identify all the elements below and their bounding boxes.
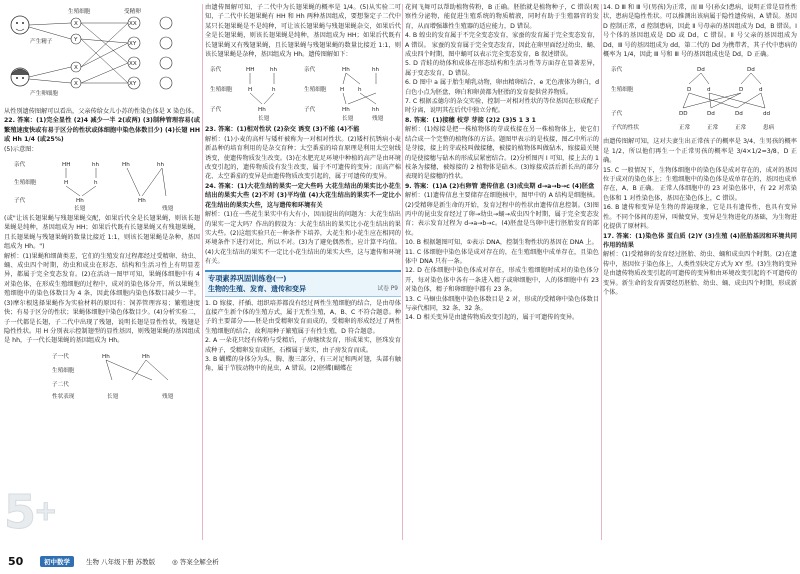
logo-5-plus-icon (2, 480, 72, 540)
svg-text:5: 5 (4, 485, 37, 539)
genotype: hh (157, 162, 165, 169)
answer-14-analysis: 14. D Ⅲ 和 Ⅲ 号(男孩)为正常，而 Ⅲ 号(孙女)患病，说明正常是显性性状，患病是隐性性状。可以推测出该病属于隐性遗传病，A 错误。基因 D 控制正常，d 控制患病，因此 Ⅱ 号母亲的基因组成为 Dd，B 错误。Ⅰ 号个体的基因组成是 DD 或 Dd，C 错误。Ⅱ 号父亲的基因组成为 Dd，Ⅲ 号的基因组成为 dd，第二代的 Dd 为携带者，其子代中患病的概率为 1/4，因此 Ⅲ 号和 Ⅲ 号的基因组成也是 Dd，D 正确。 (603, 4, 797, 59)
phenotype: 残翅 (162, 206, 174, 213)
genotype: Hh (142, 353, 150, 360)
column-divider (202, 4, 203, 540)
answer-4: 4. B 蝗虫的发育属于不完全变态发育，家蚕的发育属于完全变态发育，A 错误。 家蚕的发育属于完全变态发育，因此在卵里面经过幼虫、蛹、成虫四个时期，图中蛹可以表示完全变态发育，B 叙述错误。 (405, 32, 599, 59)
cross-diagram-1 (12, 156, 192, 212)
section-subtitle: 生物的生殖、发育、遗传和变异 (208, 284, 306, 293)
pedigree-cross-diagram (607, 61, 793, 135)
sperm-x: X (74, 21, 78, 27)
label-gamete: 生殖细胞 (14, 180, 37, 187)
section-page-ref: 试卷 P9 (377, 285, 398, 292)
page-number: 50 (8, 555, 24, 568)
intro-paragraph: 从性别遗传图解可以看出，父亲传给女儿小苏的性染色体是 X 染色体。 (4, 108, 198, 115)
cross-lines (683, 73, 765, 108)
column-2 (205, 3, 401, 543)
cross-lines (106, 360, 168, 380)
gamete-circles (71, 18, 81, 88)
gamete-header: 生殖细胞 (68, 9, 91, 15)
label-f2: 子二代 (52, 381, 69, 388)
phenotype: 正常 (707, 125, 719, 132)
answer-14: 14. D 相关变异是由遗传物质改变引起的，属于可遗传的变异。 (405, 314, 579, 322)
phenotype: 正常 (735, 125, 747, 132)
father-icon (11, 16, 29, 34)
answer-5: 5. D 青蛙的幼体和成体在形态结构和生活习性等方面存在显著差异，属于变态发育，D 错误。 (405, 60, 599, 77)
phenotype: 正常 (679, 125, 691, 132)
genotype: h (358, 87, 362, 94)
answer-23: 23. 答案：(1)相对性状 (2)杂交 诱变 (3)不能 (4)不能 (205, 126, 360, 134)
phenotype: 残翅 (162, 393, 174, 400)
genotype: Hh (342, 107, 350, 114)
genotype: d (759, 87, 763, 94)
zygote-xy-1: XY (129, 41, 137, 47)
column-4 (603, 3, 797, 543)
analysis-17: 解析：(1)受精卵的发育经过胚胎、幼虫、蛹和成虫四个时期。(2)在遗传中，基因位于染色体上，人类性别决定方式为 XY 型。(3)生物的变异是由遗传物质改变引起的可遗传的变异和由环境改变引起的不可遗传的变异。新生命的发育需要经历胚胎、幼虫、蛹、成虫四个时期，形成新个体。 (603, 251, 797, 296)
analysis-23: 解析：(1)小麦的高杆与矮杆被称为一对相对性状。(2)矮杆抗锈病小麦新品种的培育利用的是杂交育种；太空番茄的培育原理是利用太空射线诱变，使遗传物质发生改变。(3)在水肥充足环境中种植的高产是由环境改变引起的，遗传物质没有发生改变，属于不可遗传的变异；而高产棉花、太空番茄的变异是由遗传物质改变引起的，属于可遗传的变异。 (205, 135, 401, 181)
answer-10: 10. B 根据题图可知，①表示 DNA，控制生物性状的基因在 DNA 上。 (405, 239, 598, 247)
mother-icon (11, 68, 29, 86)
zygote-header: 受精卵 (124, 9, 141, 15)
sex-inheritance-diagram (6, 5, 198, 105)
paragraph: 花间飞舞可以帮助植物传粉，B 正确。胚胎就是植物种子，C 错误(观察性分泌物，能促进生殖系统的物质精液，同时有助于生殖器官的发育，从而增强雄性生殖器的适应能力，D 错误。 (405, 4, 599, 30)
genotype: dd (763, 111, 771, 118)
genotype: hh (270, 67, 278, 74)
phenotype: 长翅 (258, 116, 270, 123)
genotype: HH (246, 67, 255, 74)
analysis-24: 解析：(1)在一些花生果实中有大有小，因而提出的问题为：大花生结出的果实一定大吗？作出的假设为：大花生结出的果实比小花生结出的果实大些。(2)这组实验只在一种条件下培养，大花生和小花生应在相同的环境条件下进行对比，所以不对。(3)为了避免偶然性，应计算平均值。(4)大花生结出的果实不一定比小花生结出的果实大些，这与遗传和环境有关。 (205, 211, 401, 266)
answer-22: 22. 答案：(1)完全显性 (2)4 减少一半 2(或两) (3)制种管理容易(或繁殖速度快或有易于区分的性状或体细胞中染色体数目少) (4)长翅 HH 或 Hh 1/4 (或25%) (4, 117, 200, 144)
label-parent: 亲代 (611, 67, 623, 74)
genotype: Hh (138, 198, 146, 205)
label-trait: 性状表现 (52, 393, 75, 400)
genotype: Dd (747, 67, 755, 74)
answer-6: 6. D 图中 a 属于胎生哺乳动物，卵由精卵结合，e 无色液体为卵白，d 白色小点为胚盘，卵白和卵黄都为胚胎的发育提供营养物质。 (405, 79, 599, 96)
genotype: HH (62, 162, 71, 169)
cross-lines (29, 23, 128, 83)
genotype: Hh (342, 67, 350, 74)
label-gamete: 生殖细胞 (304, 87, 327, 94)
paragraph-after-cross: (或"让该长翅果蝇与残翅果蝇交配，如果后代全是长翅果蝇，则该长翅果蝇是纯种，基因组成为 HH；如果后代既有长翅果蝇又有残翅果蝇，且长翅果蝇与残翅果蝇的数量比接近 1:1，则该长翅果蝇是杂种，基因组成为 Hh。") (4, 215, 200, 251)
zygote-xx-1: XX (129, 21, 137, 27)
genotype: H (248, 87, 253, 94)
brand-badge: 初中数学 (40, 556, 74, 567)
genotype: hh (92, 162, 100, 169)
cross-diagram-a (210, 65, 278, 122)
label-child: 子代 (210, 107, 222, 114)
page-footer (0, 546, 800, 574)
father-label: 产生精子 (30, 39, 53, 45)
cross-diagram-pair (208, 61, 398, 123)
paragraph-after-pedigree: 由遗传图解可知，这对夫妻生出正常孩子的概率是 3/4，生男孩的概率是 1/2，所以他们再生一个正常男孩的概率是 3/4×1/2=3/8，D 正确。 (603, 138, 797, 165)
answer-15: 15. C 一般情况下，生物体细胞中的染色体是成对存在的，成对的基因位于成对的染色体上；生殖细胞中的染色体是成单存在的，基因也成单存在，A、B 正确。 正常人体细胞中的 23 对染色体中，有 22 对常染色体和 1 对性染色体，基因在染色体上，C 错误。 (603, 166, 797, 202)
phenotype: 长翅 (107, 393, 119, 400)
label-child: 子代 (304, 107, 316, 114)
section-title: 专项素养巩固训练卷(一) (208, 273, 287, 283)
genotype: DD (679, 111, 688, 118)
label-child: 子代 (611, 111, 623, 118)
paragraph: 由遗传图解可知，子二代中为长翅果蝇的概率是 1/4。(5)从实验二可知，子二代中长翅果蝇有 HH 和 Hh 两种基因组成，要想鉴定子二代中某只长翅果蝇是不是纯种，可让该长翅果蝇与残翅果蝇杂交，如果后代全是长翅果蝇，则该长翅果蝇是纯种，基因组成为 HH；如果后代既有长翅果蝇又有残翅果蝇，且长翅果蝇与残翅果蝇的数量比接近 1:1，则该长翅果蝇是杂种，基因组成为 Hh。遗传图解如下： (205, 4, 401, 59)
label-trait: 子代的性状 (611, 125, 639, 132)
genotype: Hh (122, 162, 130, 169)
answer-22-sub: (5)示意图： (4, 145, 38, 153)
sperm-y: Y (74, 37, 78, 43)
genotype: h (94, 180, 98, 187)
column-divider (402, 4, 403, 540)
cross-lines (66, 168, 166, 196)
answer-17: 17. 答案：(1)染色体 蛋白质 (2)Y (3)生殖 (4)胚胎基因和环境共同作用的结果 (603, 232, 797, 249)
answer-8: 8. 答案：(1)接穗 枝芽 芽接 (2)2 (3)5 1 3 1 (405, 116, 536, 124)
label-gamete: 生殖细胞 (611, 87, 634, 94)
genotype: Dd (697, 67, 705, 74)
phenotype: 患病 (763, 125, 775, 132)
genotype: hh (372, 67, 380, 74)
svg-text:+: + (34, 494, 58, 527)
egg-x-1: X (74, 65, 78, 71)
book-info: 生物 八年级下册 苏教版 (86, 558, 156, 566)
mother-label: 产生卵细胞 (30, 91, 58, 97)
column-1 (4, 3, 200, 543)
analysis-8: 解析：(1)嫁接是把一株植物体的芽或枝接在另一株植物体上，使它们结合成一个完整的植物体的方法。题图甲表示的是枝接，图乙中所示的是芽接，接上的芽或枝叫做接穗，被接的植物体叫做砧木，嫁接最关键的是使接穗与砧木的形成层紧密结合。(2)分析图丙 I 可知，接上去的 1 枝条为接穗，被嫁接的 2 植物体是砧木。(3)嫁接成活后新长出的部分表现的是接穗的性状。 (405, 126, 599, 181)
column-3 (405, 3, 599, 543)
zygote-xy-2: XY (129, 81, 137, 87)
answer-1: 1. D 嫁接、扦插、组织培养都没有经过两性生殖细胞的结合，是由母体直接产生新个体的生殖方式，属于无性生殖，A、B、C 不符合题意。种子的主要部分——胚是由受精卵发育而成的，受精卵的形成经过了两性生殖细胞的结合，故利用种子繁殖属于有性生殖，D 符合题意。 (205, 299, 401, 335)
label-f1: 子一代 (52, 353, 69, 360)
genotype: Hh (258, 107, 266, 114)
phenotype: 长翅 (74, 206, 86, 213)
label-gamete: 生殖细胞 (210, 87, 233, 94)
phenotype: 长翅 (342, 116, 354, 123)
label-parent: 亲代 (210, 67, 222, 74)
genotype: D (687, 87, 692, 94)
label-parent: 亲代 (304, 67, 316, 74)
analysis-9: 解析：(1)遗传信息主要储存在细胞核中，图甲中的 A 结构是细胞核。(2)受精卵是新生命的开始，发育过程中的性状由遗传信息控制。(3)图丙中的昆虫发育经过了卵→幼虫→蛹→成虫四个时期，属于完全变态发育；表示发育过程为 d→a→b→c。(4)胚盘是鸟卵中进行胚胎发育的部位。 (405, 192, 599, 237)
genotype: h (272, 87, 276, 94)
genotype: Dd (707, 111, 715, 118)
genotype: Dd (735, 111, 743, 118)
answer-3: 3. B 蝴蝶的身体分为头、胸、腹三部分，有三对足和两对翅，头部有触角，属于节肢动物中的昆虫，A 错误。(2)胚蝶(蝴蝶在 (205, 355, 401, 373)
cross-diagram-b (304, 65, 384, 122)
zygote-circles (128, 17, 140, 89)
genotype: D (739, 87, 744, 94)
book-subtitle: ◎ 答案全解全析 (172, 558, 219, 566)
genotype: d (707, 87, 711, 94)
answer-2: 2. A 一朵花只经有传粉与受精后，子房继续发育，形成果实，胚珠发育成种子，受精卵发育成胚，石榴属于果实，由子房发育而成。 (205, 337, 401, 354)
answer-9: 9. 答案：(1)A (2)右卵管 遗传信息 (3)成虫期 d→a→b→c (4)胚盘 (405, 182, 595, 190)
genotype: Hh (102, 353, 110, 360)
answer-11: 11. C 体细胞中染色体是成对存在的，在生殖细胞中成单存在，且染色体中 DNA 只有一条。 (405, 248, 599, 265)
label-child: 子代 (14, 198, 26, 205)
genotype: H (64, 180, 69, 187)
cross-diagram-2 (12, 348, 192, 402)
phenotype: 残翅 (372, 116, 384, 123)
egg-x-2: X (74, 81, 78, 87)
answer-24: 24. 答案：(1)大花生结的果实一定大些吗 大花生结出的果实比小花生结出的果实大些 (2)不对 (3)平均值 (4)大花生结出的果实不一定比小花生结出的果实大些，这与遗传和环境有关 (205, 182, 401, 209)
label-parent: 亲代 (14, 162, 26, 169)
column-divider (601, 4, 602, 540)
label-gamete: 生殖细胞 (52, 367, 75, 374)
section-banner (205, 270, 401, 297)
answer-7: 7. C 根据孟德尔的杂交实验，控制一对相对性状的等位基因在形成配子时分离，说明其在后代中独立分配。 (405, 98, 599, 115)
section-subtitle-row (208, 284, 398, 294)
genotype: hh (372, 107, 380, 114)
genotype: H (340, 87, 345, 94)
child-icons (160, 17, 172, 89)
answer-16: 16. B 遗传和变异是生物的普遍现象，它是具有遗传性，也具有变异性。不同个体间的差异，叫做变异，变异是生物进化的基础，为生物进化提供了原材料。 (603, 204, 797, 231)
answer-12: 12. D 在体细胞中染色体成对存在，形成生殖细胞时成对的染色体分开，每对染色体中各有一条进入精子或卵细胞中，人的体细胞中有 23 对染色体，精子和卵细胞中都有 23 条。 (405, 267, 599, 294)
genotype: Hh (76, 198, 84, 205)
analysis-22: 解析：(1)果蝇和细菌类差，它们的生殖发育过程都经过受精卵、幼虫、蛹、成虫四个时期，幼虫和成虫在形态、结构和生活习性上有明显差异，都属于完全变态发育。(2)在活动一图甲可知，果蝇体细胞中有 4 对染色体，在形成生殖细胞的过程中，成对的染色体分开，所以果蝇生殖细胞中的染色体数目为 4 条，因此体细胞内染色体数目减少一半。(3)摩尔根选择果蝇作为实验材料的原因有：饲养管理容易；繁殖速度快；有易于区分的性状；果蝇体细胞中染色体数目少。(4)分析实验二，子一代都是长翅，子二代中出现了残翅，说明长翅是显性性状，残翅是隐性性状。用 H 分别表示控制翅型的显性基因，则残翅果蝇的基因组成是 hh，子一代长翅果蝇的基因组成为 Hh。 (4, 252, 200, 345)
zygote-xx-2: XX (129, 61, 137, 67)
answer-13: 13. C 马蛔虫体细胞中染色体数目是 2 对，形成的受精卵中染色体数目与亲代相同，32 条、32 条。 (405, 295, 599, 312)
